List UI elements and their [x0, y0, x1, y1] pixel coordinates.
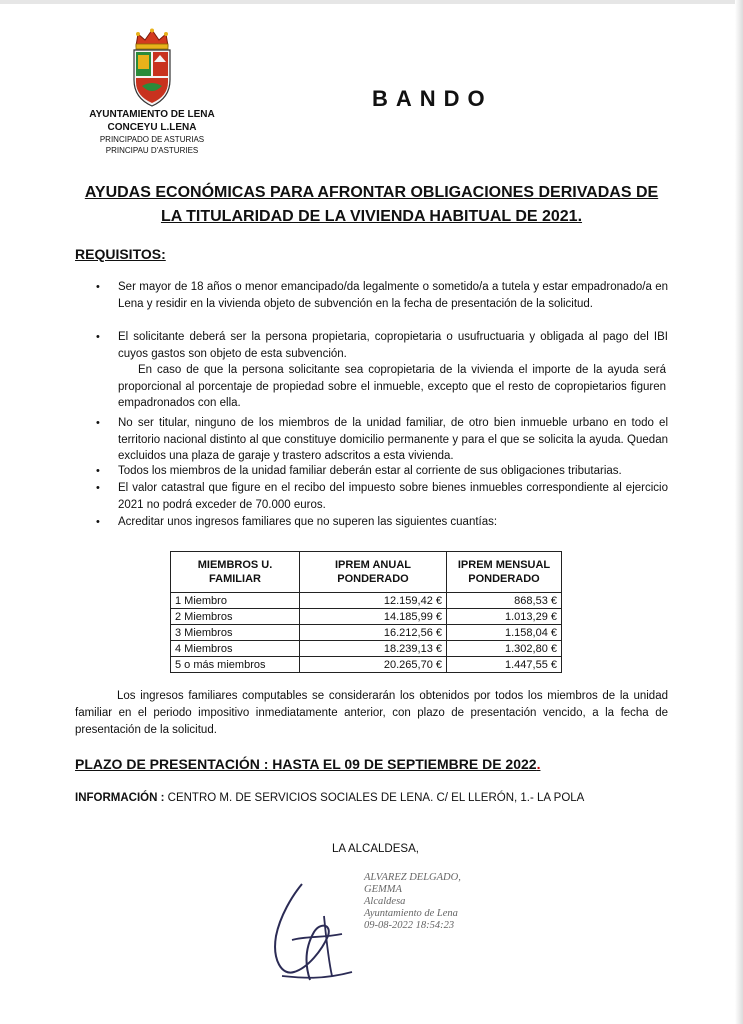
signer-role: Alcaldesa [364, 896, 406, 907]
signature-datetime: 09-08-2022 18:54:23 [364, 920, 455, 931]
digital-signature-block [364, 872, 461, 932]
table-cell: 3 Miembros [171, 625, 300, 641]
page-edge-top [0, 0, 743, 4]
requirement-item: El valor catastral que figure en el recibo del impuesto sobre bienes inmuebles correspondiente al ejercicio 2021 no podrá exceder de 70.000 euros. [118, 482, 668, 511]
info-line [75, 792, 584, 804]
table-cell: 1.158,04 € [447, 625, 562, 641]
org-name-line1: AYUNTAMIENTO DE LENA [89, 109, 215, 120]
handwritten-signature [262, 876, 362, 988]
deadline-heading [75, 756, 540, 772]
document-title-line1: AYUDAS ECONÓMICAS PARA AFRONTAR OBLIGACIONES DERIVADAS DE [84, 184, 659, 201]
signer-name-line1: ALVAREZ DELGADO, [364, 872, 461, 883]
bullet-icon: • [96, 465, 100, 477]
signoff: LA ALCALDESA, [332, 843, 419, 855]
bullet-icon: • [96, 417, 100, 429]
deadline-text: PLAZO DE PRESENTACIÓN : HASTA EL 09 DE SEPTIEMBRE DE 2022 [75, 756, 537, 772]
table-cell: 18.239,13 € [300, 641, 447, 657]
table-cell: 1.302,80 € [447, 641, 562, 657]
requirement-note: En caso de que la persona solicitante sea copropietaria de la vivienda el importe de la ayuda será proporcional al porcentaje de propiedad sobre el inmueble, excepto que el resto de copropietarios figuren empadronados con ella. [118, 364, 666, 409]
signer-name-line2: GEMMA [364, 884, 402, 895]
deadline-dot: . [536, 756, 541, 772]
table-cell: 1.013,29 € [447, 609, 562, 625]
requirement-item: No ser titular, ninguno de los miembros de la unidad familiar, de otro bien inmueble urbano en todo el territorio nacional distinto al que constituye domicilio permanente y para el que se solicita la ayuda. Quedan excluidos una plaza de garaje y trastero adscritos a esta vivienda. [118, 417, 668, 462]
bullet-icon: • [96, 331, 100, 343]
table-cell: 5 o más miembros [171, 657, 300, 673]
requirement-item: Todos los miembros de la unidad familiar deberán estar al corriente de sus obligaciones tributarias. [118, 465, 622, 477]
bullet-icon: • [96, 482, 100, 494]
org-region-line2: PRINCIPAU D'ASTURIES [105, 146, 199, 155]
table-cell: 12.159,42 € [300, 593, 447, 609]
requirement-item: Ser mayor de 18 años o menor emancipado/da legalmente o sometido/a a tutela y estar empadronado/a en Lena y residir en la vivienda objeto de subvención en la fecha de presentación de la solicitud. [118, 281, 668, 310]
table-row [171, 625, 562, 641]
document-title-line2: LA TITULARIDAD DE LA VIVIENDA HABITUAL DE 2021. [160, 208, 583, 225]
bullet-icon: • [96, 281, 100, 293]
org-region-line1: PRINCIPADO DE ASTURIAS [99, 135, 205, 144]
table-header: MIEMBROS U. FAMILIAR [171, 552, 300, 593]
info-text: CENTRO M. DE SERVICIOS SOCIALES DE LENA. C/ EL LLERÓN, 1.- LA POLA [167, 792, 585, 804]
table-header: IPREM ANUAL PONDERADO [300, 552, 447, 593]
table-cell: 1 Miembro [171, 593, 300, 609]
requisitos-heading: REQUISITOS: [75, 246, 166, 262]
coat-of-arms-icon [128, 28, 176, 110]
income-table [170, 551, 562, 673]
table-row [171, 657, 562, 673]
page-edge-right [735, 0, 743, 1024]
document-type: BANDO [372, 86, 493, 111]
table-header: IPREM MENSUAL PONDERADO [447, 552, 562, 593]
table-row [171, 609, 562, 625]
table-cell: 14.185,99 € [300, 609, 447, 625]
info-label: INFORMACIÓN : [75, 792, 165, 804]
requirement-item: Acreditar unos ingresos familiares que no superen las siguientes cuantías: [118, 516, 498, 528]
table-cell: 20.265,70 € [300, 657, 447, 673]
bullet-icon: • [96, 516, 100, 528]
table-row [171, 593, 562, 609]
org-name-line2: CONCEYU L.LENA [107, 122, 197, 133]
organization-block [72, 108, 232, 156]
signer-entity: Ayuntamiento de Lena [364, 908, 458, 919]
table-cell: 16.212,56 € [300, 625, 447, 641]
table-cell: 868,53 € [447, 593, 562, 609]
table-cell: 1.447,55 € [447, 657, 562, 673]
ingresos-paragraph: Los ingresos familiares computables se considerarán los obtenidos por todos los miembros de la unidad familiar en el periodo impositivo inmediatamente anterior, con plazo de presentación vencido, a la fecha de presentación de la solicitud. [75, 690, 668, 736]
requirement-item: El solicitante deberá ser la persona propietaria, copropietaria o usufructuaria y obligada al pago del IBI cuyos gastos son objeto de esta subvención. [118, 331, 668, 360]
table-cell: 2 Miembros [171, 609, 300, 625]
table-row [171, 641, 562, 657]
table-header-row [171, 552, 562, 593]
table-cell: 4 Miembros [171, 641, 300, 657]
